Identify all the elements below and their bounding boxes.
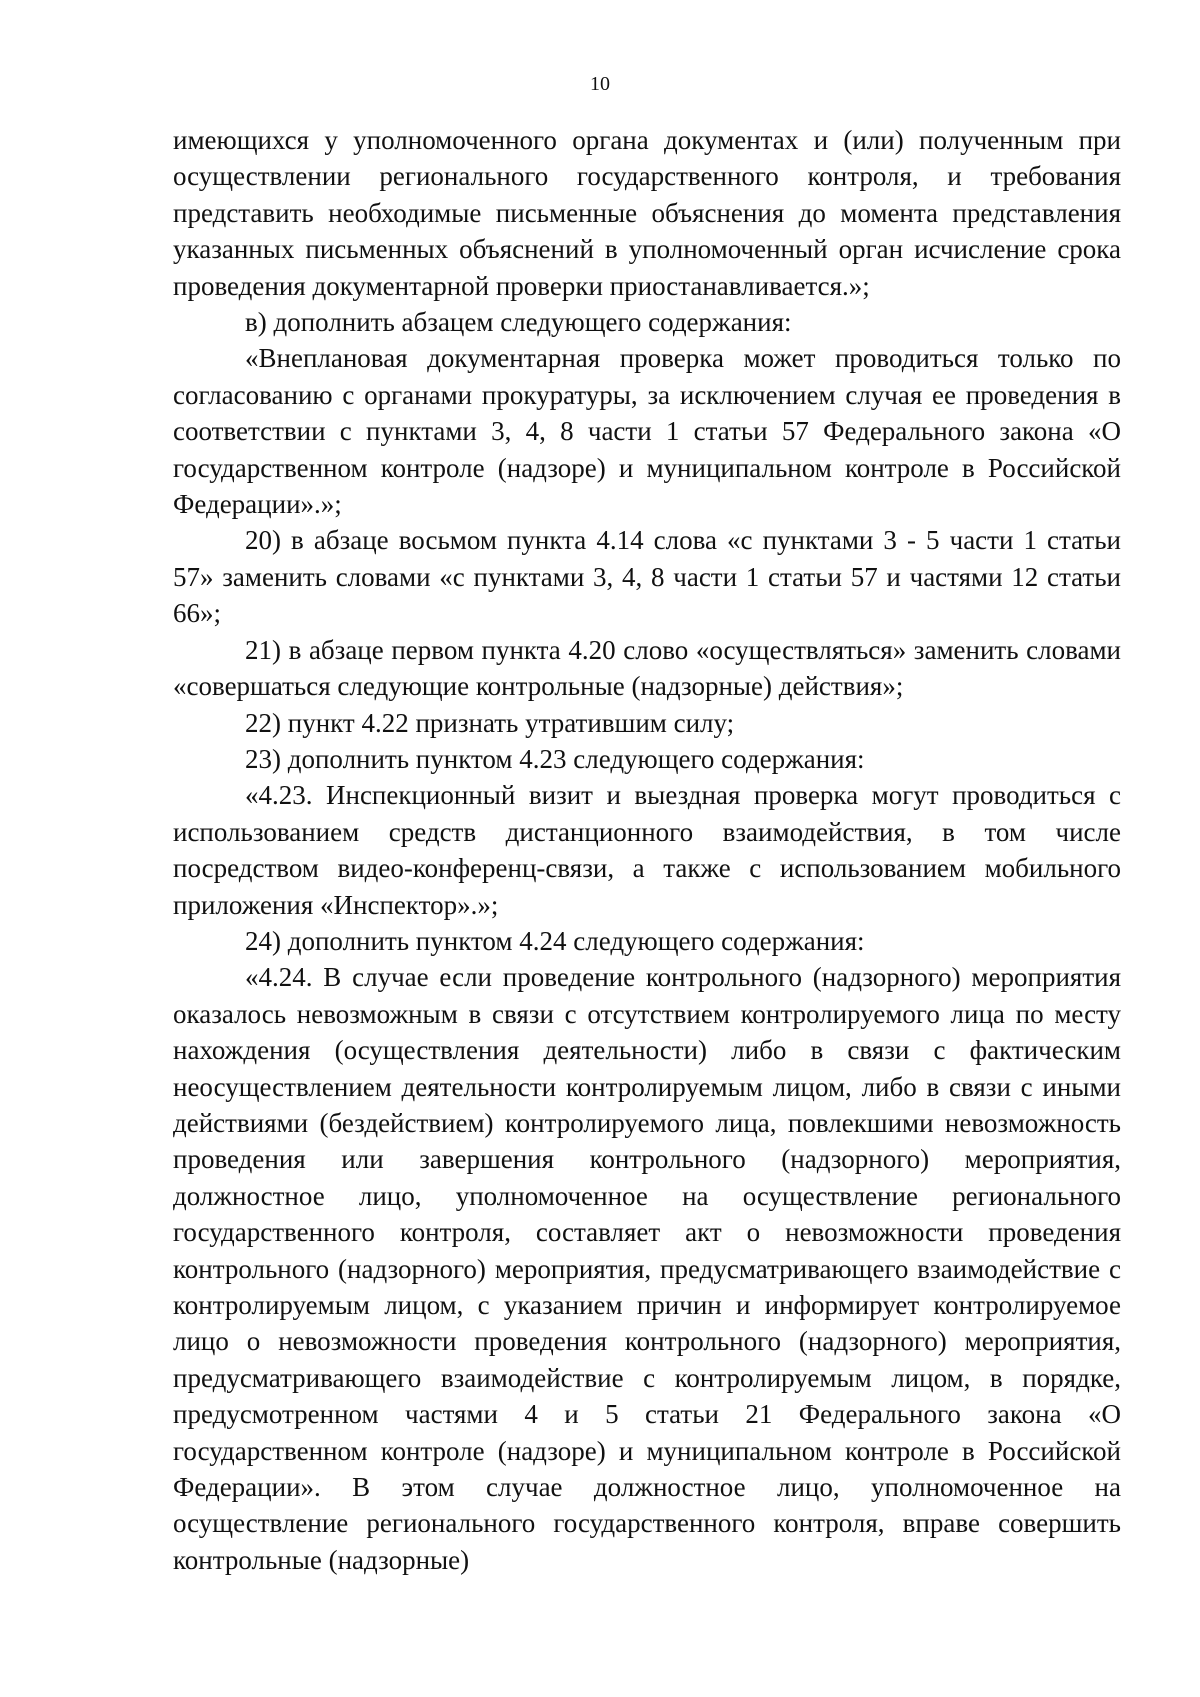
paragraph-item-23: 23) дополнить пунктом 4.23 следующего содержания: [245,743,865,774]
paragraph-quoted-4-24: «4.24. В случае если проведение контрольного (надзорного) мероприятия оказалось невозможным в связи с отсутствием контролируемого лица по месту нахождения (осуществления деятельности) либо в связи с фактическим неосуществлением деятельности контролируемым лицом, либо в связи с иными действиями (бездействием) контролируемого лица, повлекшими невозможность проведения или завершения контрольного (надзорного) мероприятия, должностное лицо, уполномоченное на осуществление регионального государственного контроля, составляет акт о невозможности проведения контрольного (надзорного) мероприятия, предусматривающего взаимодействие с контролируемым лицом, с указанием причин и информирует контролируемое лицо о невозможности проведения контрольного (надзорного) мероприятия, предусматривающего взаимодействие с контролируемым лицом, в порядке, предусмотренном частями 4 и 5 статьи 21 Федерального закона «О государственном контроле (надзоре) и муниципальном контроле в Российской Федерации». В этом случае должностное лицо, уполномоченное на осуществление регионального государственного контроля, вправе совершить контрольные (надзорные) [173,962,1121,1575]
paragraph-subitem-v: в) дополнить абзацем следующего содержания: [245,307,792,338]
paragraph-item-24: 24) дополнить пунктом 4.24 следующего содержания: [245,925,865,956]
paragraph-item-21: 21) в абзаце первом пункта 4.20 слово «осуществляться» заменить словами «совершаться следующие контрольные (надзорные) действия»; [173,634,1121,702]
paragraph-item-20: 20) в абзаце восьмом пункта 4.14 слова «с пунктами 3 - 5 части 1 статьи 57» заменить словами «с пунктами 3, 4, 8 части 1 статьи 57 и частями 12 статьи 66»; [173,525,1121,629]
paragraph-quoted-4-23: «4.23. Инспекционный визит и выездная проверка могут проводиться с использованием средств дистанционного взаимодействия, в том числе посредством видео-конференц-связи, а также с использованием мобильного приложения «Инспектор».»; [173,780,1121,920]
page-number: 10 [590,73,610,95]
paragraph-continuation: имеющихся у уполномоченного органа документах и (или) полученным при осуществлении регионального государственного контроля, и требования представить необходимые письменные объяснения до момента представления указанных письменных объяснений в уполномоченный орган исчисление срока проведения документарной проверки приостанавливается.»; [173,125,1121,301]
document-body [173,122,1121,1578]
paragraph-item-22: 22) пункт 4.22 признать утратившим силу; [245,707,735,738]
paragraph-quoted-unscheduled-inspection: «Внеплановая документарная проверка может проводиться только по согласованию с органами прокуратуры, за исключением случая ее проведения в соответствии с пунктами 3, 4, 8 части 1 статьи 57 Федерального закона «О государственном контроле (надзоре) и муниципальном контроле в Российской Федерации».»; [173,343,1121,520]
